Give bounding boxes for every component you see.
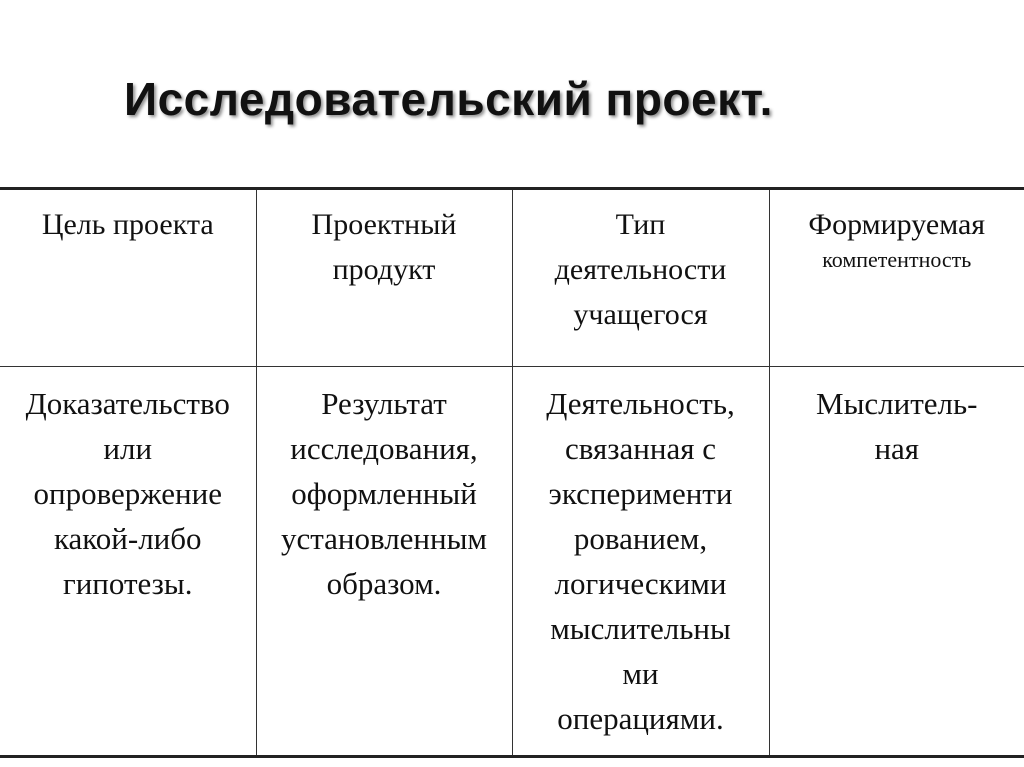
- cell-text: логическими: [554, 566, 727, 601]
- header-text-small: компетентность: [822, 247, 972, 272]
- table-header-row: [0, 189, 1024, 367]
- cell-text: операциями.: [557, 701, 724, 736]
- header-cell-activity-type: [512, 189, 769, 367]
- cell-text: ная: [874, 431, 920, 466]
- header-cell-goal: [0, 189, 256, 367]
- header-text: Проектный: [311, 208, 457, 241]
- cell-text: Деятельность,: [546, 386, 735, 421]
- cell-text: ми: [622, 656, 659, 691]
- header-cell-product: [256, 189, 512, 367]
- cell-text: Доказательство: [25, 386, 230, 421]
- cell-text: рованием,: [573, 521, 708, 556]
- cell-text: оформленный: [291, 476, 477, 511]
- header-text: Формируемая: [808, 208, 986, 241]
- slide-title: Исследовательский проект.: [124, 73, 773, 125]
- header-text: учащегося: [573, 298, 708, 331]
- cell-text: Мыслитель-: [816, 386, 978, 421]
- project-table: [0, 187, 1024, 758]
- cell-text: исследования,: [290, 431, 478, 466]
- cell-activity-type: [512, 367, 769, 757]
- header-text: продукт: [332, 253, 436, 286]
- cell-competence: [769, 367, 1024, 757]
- cell-text: установленным: [280, 521, 488, 556]
- header-text: деятельности: [554, 253, 727, 286]
- cell-text: образом.: [326, 566, 442, 601]
- cell-text: Результат: [321, 386, 447, 421]
- cell-goal: [0, 367, 256, 757]
- header-text: Тип: [615, 208, 666, 241]
- cell-text: гипотезы.: [63, 566, 193, 601]
- header-cell-competence: [769, 189, 1024, 367]
- table-row: [0, 367, 1024, 757]
- cell-text: связанная с: [565, 431, 716, 466]
- cell-text: или: [103, 431, 153, 466]
- cell-text: эксперименти: [548, 476, 733, 511]
- header-text: Цель проекта: [41, 208, 214, 241]
- cell-text: какой-либо: [53, 521, 202, 556]
- cell-text: мыслительны: [550, 611, 731, 646]
- cell-text: опровержение: [33, 476, 222, 511]
- cell-product: [256, 367, 512, 757]
